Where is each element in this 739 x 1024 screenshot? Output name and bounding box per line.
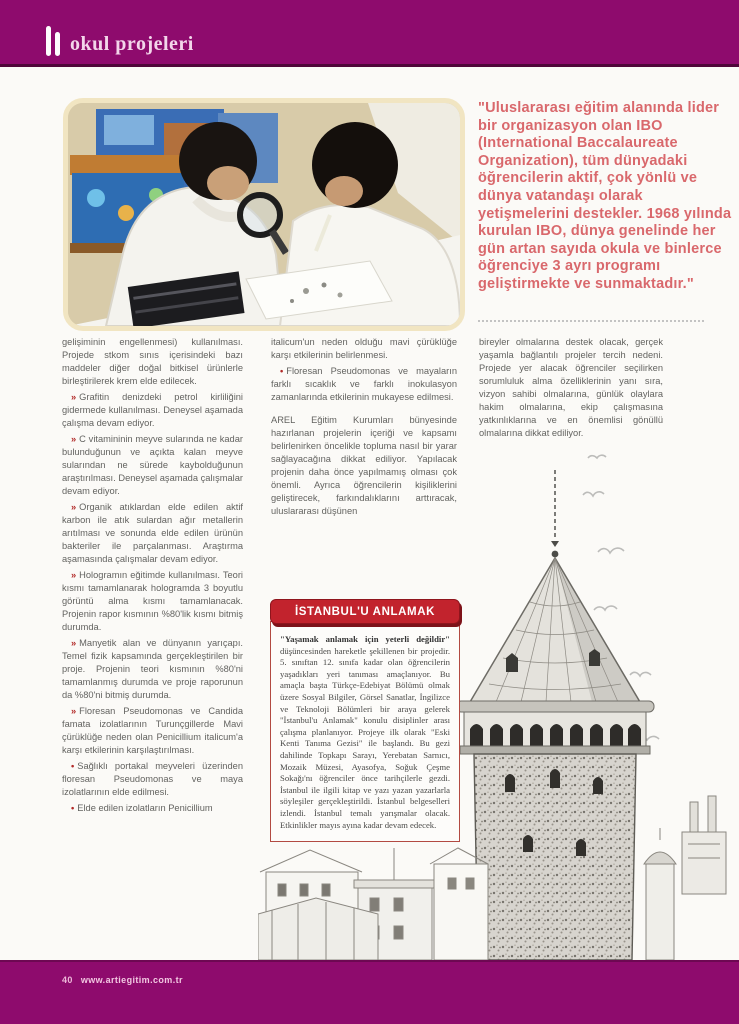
column-1 — [62, 336, 243, 960]
paragraph: gelişiminin engellenmesi) kullanılması. Projede stkom sınıs içerisindeki bazı maddeler diğer doğal bitkisel ürünlerle birleştirilerek krem elde edilecek. — [62, 337, 243, 386]
paragraph: • Floresan Pseudomonas ve mayaların farklı sıcaklık ve farklı inokulasyon zamanlarında etkilerinin mukayese edilmesi. — [271, 366, 457, 402]
paragraph: » Organik atıklardan elde edilen aktif karbon ile atık sulardan ağır metallerin arıtılması ve sonunda elde edilen ürünün bakteriler ile parçalanması. Araştırma aşamasında çalışmalar devam ediyor. — [62, 502, 243, 564]
bullet-arrow-icon: » — [71, 392, 77, 402]
bullet-dot-icon: • — [280, 366, 284, 376]
pull-quote: "Uluslararası eğitim alanında lider bir organizasyon olan IBO (International Baccalaureate Organization), tüm dünyadaki öğrencilerin aktif, çok yönlü ve dünya vatandaşı olarak yetişmelerini destekler. 1968 yılında kurulan IBO, dünya genelinde her gün artan sayıda okula ve binlerce öğrenciye 3 ayrı programı geliştirmekte ve sunmaktadır." — [478, 100, 732, 292]
paragraph: » Manyetik alan ve dünyanın yarıçapı. Temel fizik kapsamında gerçekleştirilen bir proje. Projenin teori kısmının %80'ni tamamlanmış durumda ve proje raporunun da %80'ni bitmiş durumda. — [62, 638, 243, 700]
old-buildings — [258, 848, 488, 960]
istanbul-box — [270, 599, 460, 842]
istanbul-box-lead: "Yaşamak anlamak için yeterli değildir" — [280, 634, 450, 644]
bullet-arrow-icon: » — [71, 638, 77, 648]
bullet-dot-icon: • — [71, 803, 75, 813]
seagulls-icon — [583, 455, 659, 740]
paragraph: • Elde edilen izolatların Penicillium — [71, 803, 213, 813]
tower-spire — [551, 470, 559, 557]
istanbul-box-title: İSTANBUL'U ANLAMAK — [270, 599, 460, 624]
section-title: okul projeleri — [70, 33, 194, 55]
paragraph: italicum'un neden olduğu mavi çürüklüğe karşı etkilerinin belirlenmesi. — [271, 337, 457, 360]
istanbul-box-body: "Yaşamak anlamak için yeterli değildir" düşüncesinden hareketle şekillenen bir projedir. 5. sınıftan 12. sınıfa kadar olan öğrencilerin yaşadıkları yeri tanıması amaçlanıyor. Bu amaçla başta Türkçe-Edebiyat Bölümü olmak üzere Sosyal Bilgiler, Görsel Sanatlar, İngilizce ve Teknoloji Bölümleri bir araya gelerek "İstanbul'u Anlamak" konulu disiplinler arası çalışma planlanıyor. Projeye ilk olarak "Eski Kenti Tanıma Gezisi" ile başlandı. Bu gezi dahilinde Topkapı Sarayı, Yerebatan Sarnıcı, Mozaik Müzesi, Ayasofya, Soğuk Çeşme Sokağı'nı öğrenciler önce tarihçilerle gezdi. İstanbul ile ilgili kitap ve yazı yazan yazarlarla söyleşiler gerçekleştirildi. İstanbul belgeselleri izlendi. İstanbul temalı yarışmalar olacak. Etkinlikler mayıs ayına kadar devam edecek. — [270, 621, 460, 842]
paragraph: » C vitamininin meyve sularında ne kadar bulunduğunun ve açıkta kalan meyve sularından ne sürede kaybolduğunun araştırılması. Deneysel aşamada çalışmalar devam ediyor. — [62, 434, 243, 496]
paragraph: » Grafitin denizdeki petrol kirliliğini gidermede kullanılması. Deneysel aşamada çalışma devam ediyor. — [62, 392, 243, 428]
tower-cornice — [456, 701, 654, 712]
tower-body — [474, 754, 636, 960]
paragraph: bireyler olmalarına destek olacak, gerçek yaşamla bağlantılı projeler tercih nedeni. Projede yer alacak öğrenciler seçilirken sorumluluk alma özelliklerinin yanı sıra, vizyon sahibi olmalarına, günlük olaylara hakim olmalarına, ekip çalışmasına yatkınlıklarına ve en önemlisi gönüllü olmalarına dikkat ediliyor. — [479, 337, 663, 438]
tower-cone — [470, 558, 640, 702]
header-band — [0, 0, 739, 67]
dormer-windows — [506, 649, 600, 672]
photo-illustration — [68, 103, 460, 326]
tower-gallery — [460, 712, 650, 754]
website-url: www.artiegitim.com.tr — [80, 975, 183, 985]
paragraph: » Hologramın eğitimde kullanılması. Teori kısmı tamamlanarak hologramda 3 boyutlu görüntü alma kısmı tamamlanacak. Projenin rapor kısmının %80'lik kısmı bitmiş durumda. — [62, 570, 243, 632]
bullet-dot-icon: • — [71, 761, 75, 771]
paragraph: • Sağlıklı portakal meyveleri üzerinden floresan Pseudomonas ve maya izolatlarının elde edilmesi. — [62, 761, 243, 797]
side-structures — [644, 796, 726, 960]
paragraph: » Floresan Pseudomonas ve Candida famata izolatlarının Turunçgillerde Mavi çürüklüğe neden olan Penicillium italicum'a karşı etkilerinin karşılaştırılması. — [62, 706, 243, 755]
bullet-arrow-icon: » — [71, 570, 77, 580]
face — [207, 166, 249, 200]
footer-band — [0, 960, 739, 1024]
pause-bars-icon — [46, 26, 60, 56]
quote-divider — [478, 320, 704, 322]
column-3 — [479, 336, 663, 443]
column-2 — [271, 336, 457, 521]
face — [325, 176, 363, 206]
paragraph: AREL Eğitim Kurumları bünyesinde hazırlanan projelerin içeriği ve kapsamı belirlenirken öncelikle topluma nasıl bir yarar sağlayacağına dikkat ediliyor. Yapılacak projenin daha önce yapılmamış olması çok önemli. Ayrıca öğrencilerin kişiliklerini geliştirecek, farkındalıklarını arttıracak, uluslararası düşünen — [271, 415, 457, 516]
article-photo — [63, 98, 465, 331]
bullet-arrow-icon: » — [71, 434, 77, 444]
page-number: 40 — [62, 975, 73, 985]
bullet-arrow-icon: » — [71, 502, 77, 512]
bullet-arrow-icon: » — [71, 706, 77, 716]
